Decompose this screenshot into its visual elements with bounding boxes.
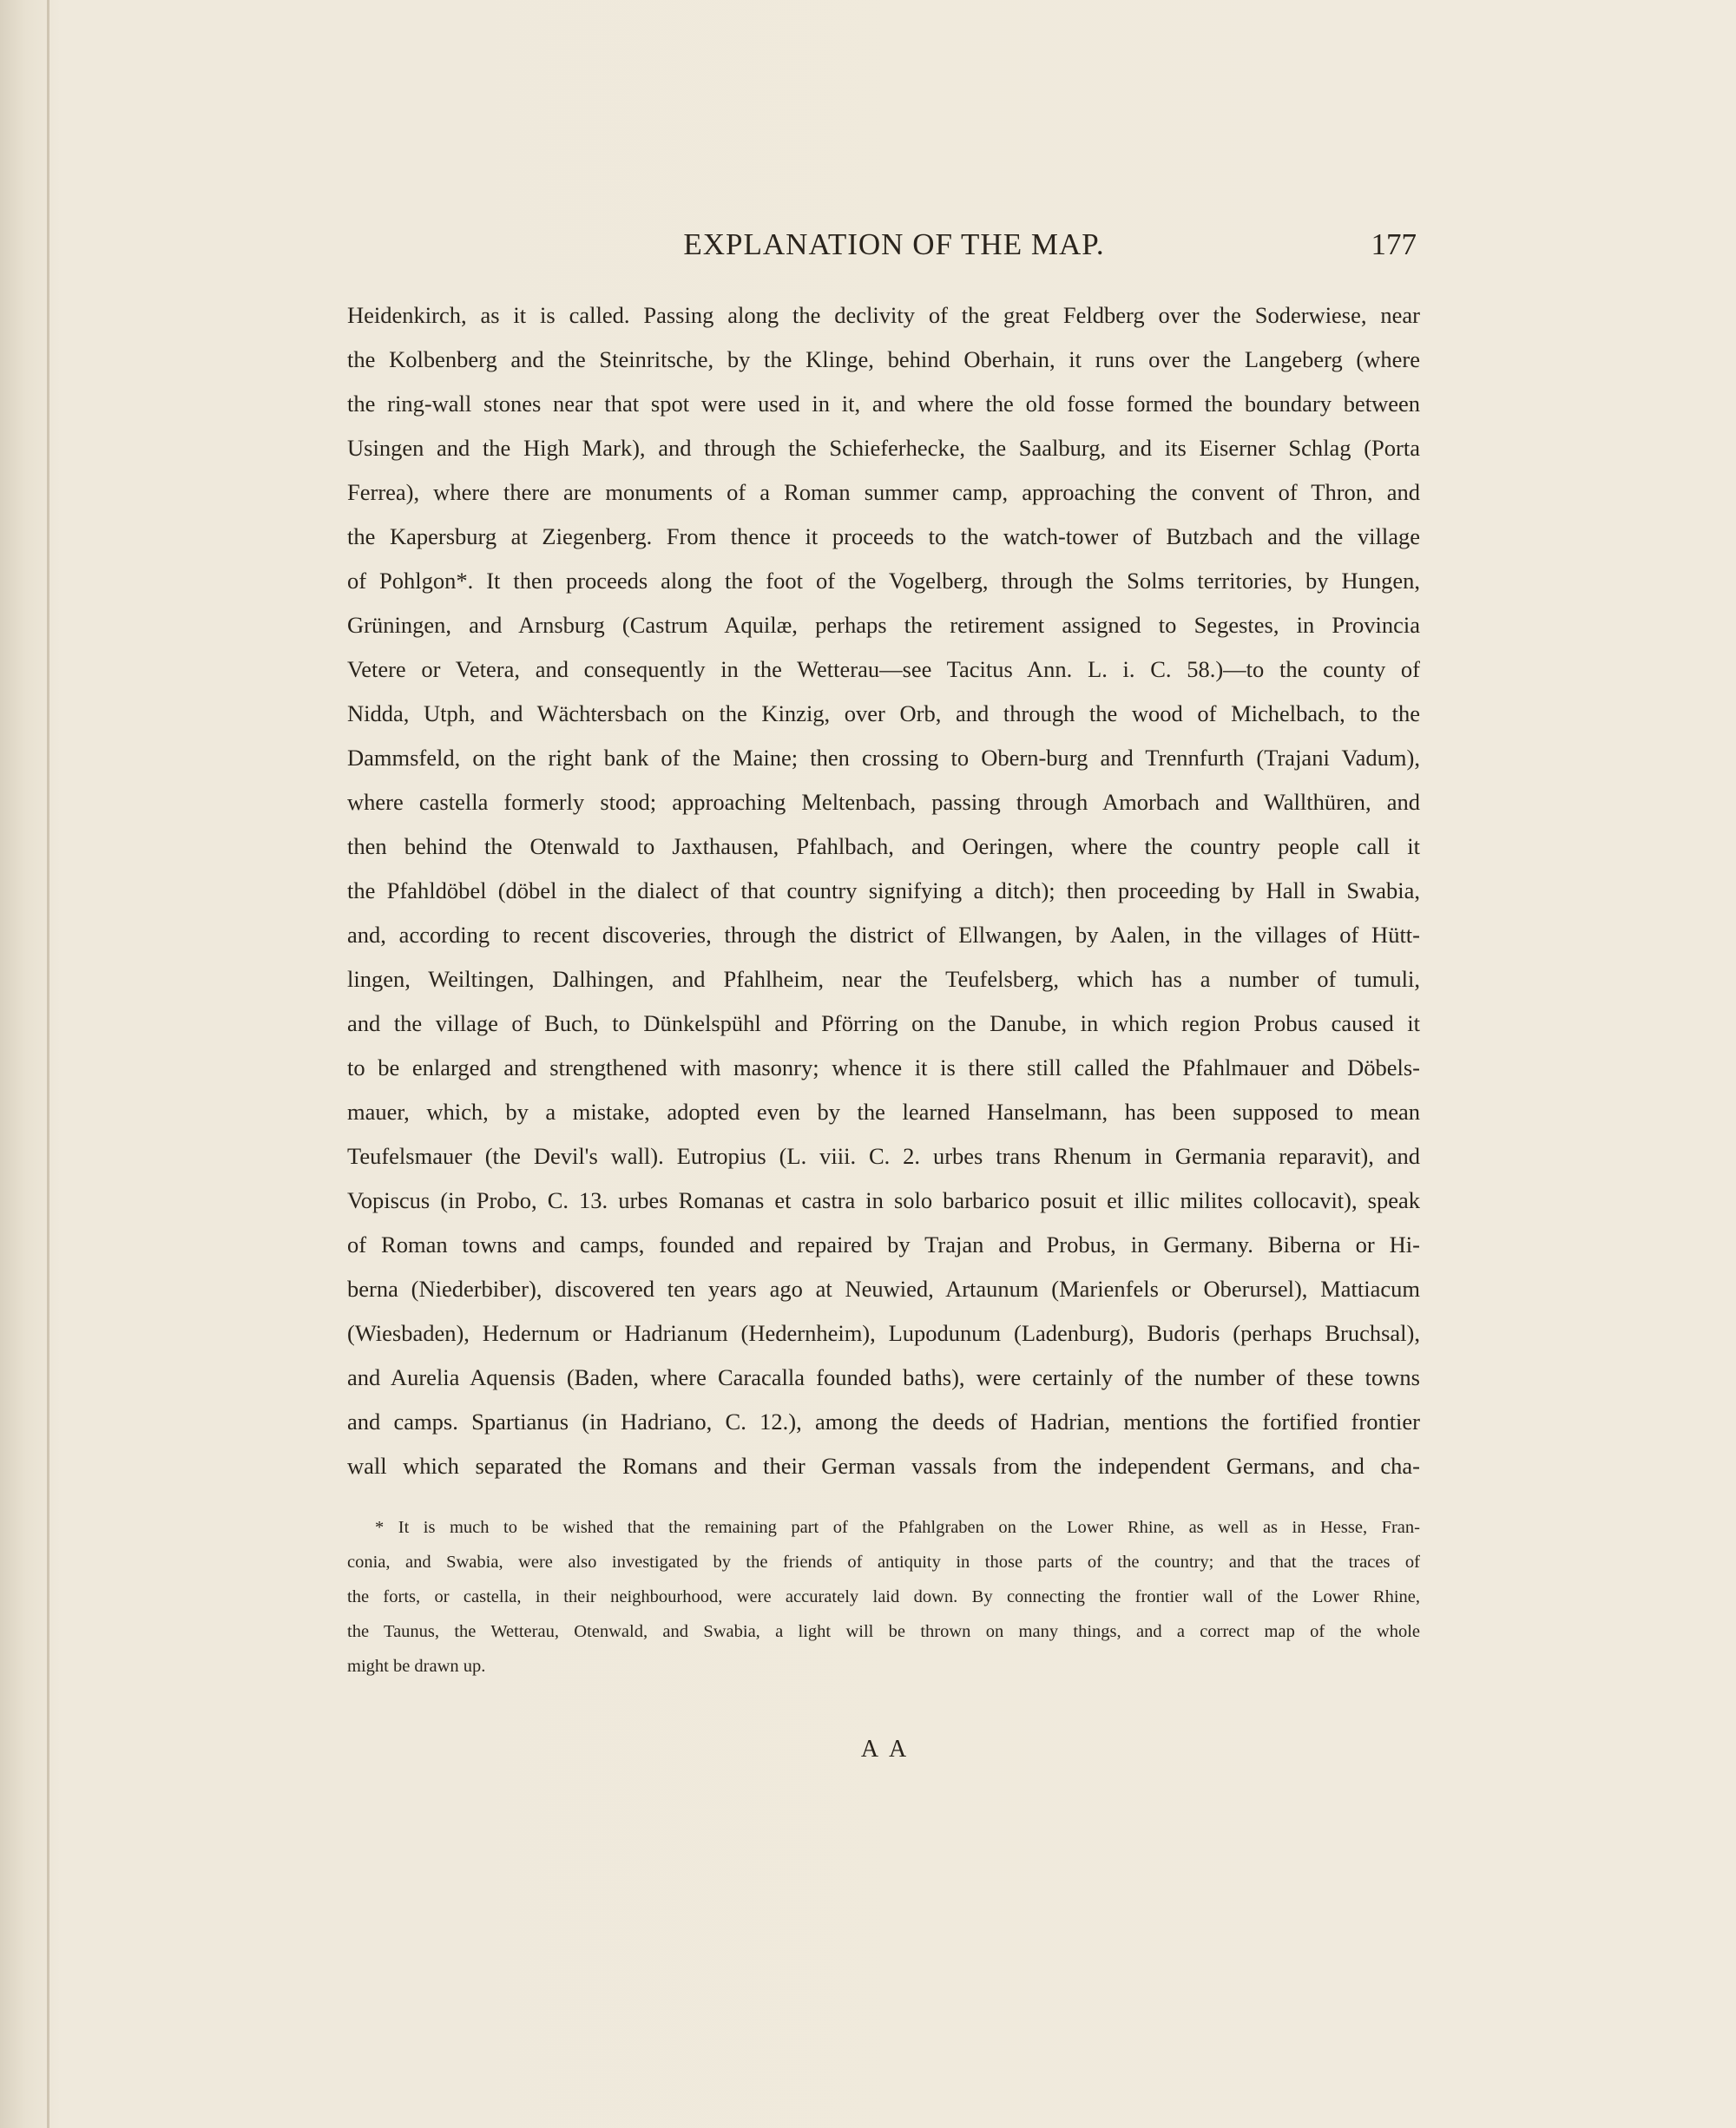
text-line: Nidda, Utph, and Wächtersbach on the Kinzig, over Orb, and through the wood of Michelbach, to the: [347, 700, 1420, 726]
text-line: of Pohlgon*. It then proceeds along the foot of the Vogelberg, through the Solms territories, by Hungen,: [347, 568, 1420, 594]
text-line: the Kapersburg at Ziegenberg. From thence it proceeds to the watch-tower of Butzbach and the village: [347, 523, 1420, 549]
footnote-line: the forts, or castella, in their neighbourhood, were accurately laid down. By connecting the frontier wall of the Lower Rhine,: [347, 1587, 1420, 1606]
text-line: Heidenkirch, as it is called. Passing along the declivity of the great Feldberg over the Soderwiese, near: [347, 302, 1420, 328]
text-line: berna (Niederbiber), discovered ten years ago at Neuwied, Artaunum (Marienfels or Oberursel), Mattiacum: [347, 1276, 1420, 1302]
text-line: where castella formerly stood; approaching Meltenbach, passing through Amorbach and Wallthüren, and: [347, 789, 1420, 815]
text-line: and camps. Spartianus (in Hadriano, C. 12.), among the deeds of Hadrian, mentions the fortified frontier: [347, 1409, 1420, 1435]
text-line: mauer, which, by a mistake, adopted even by the learned Hanselmann, has been supposed to mean: [347, 1099, 1420, 1125]
text-line: the ring-wall stones near that spot were used in it, and where the old fosse formed the boundary between: [347, 391, 1420, 417]
text-line: (Wiesbaden), Hedernum or Hadrianum (Hedernheim), Lupodunum (Ladenburg), Budoris (perhaps Bruchsal),: [347, 1320, 1420, 1346]
text-line: the Pfahldöbel (döbel in the dialect of that country signifying a ditch); then proceeding by Hall in Swabia,: [347, 877, 1420, 903]
binding-gutter: [47, 0, 49, 2128]
text-line: Teufelsmauer (the Devil's wall). Eutropius (L. viii. C. 2. urbes trans Rhenum in Germania reparavit), and: [347, 1143, 1420, 1169]
text-line: to be enlarged and strengthened with masonry; whence it is there still called the Pfahlmauer and Döbels-: [347, 1054, 1420, 1080]
footnote: [347, 1510, 1420, 1684]
text-line: Usingen and the High Mark), and through the Schieferhecke, the Saalburg, and its Eiserner Schlag (Porta: [347, 435, 1420, 461]
footnote-line: * It is much to be wished that the remaining part of the Pfahlgraben on the Lower Rhine, as well as in Hesse, Fran-: [375, 1518, 1420, 1537]
body-text: [347, 293, 1420, 1488]
footnote-line: conia, and Swabia, were also investigated by the friends of antiquity in those parts of the country; and that the traces of: [347, 1553, 1420, 1572]
text-line: then behind the Otenwald to Jaxthausen, Pfahlbach, and Oeringen, where the country people call it: [347, 833, 1420, 859]
text-line: Vopiscus (in Probo, C. 13. urbes Romanas et castra in solo barbarico posuit et illic milites collocavit), speak: [347, 1187, 1420, 1213]
signature-mark: A A: [860, 1736, 911, 1763]
page-number: 177: [1371, 227, 1417, 261]
footnote-line: the Taunus, the Wetterau, Otenwald, and Swabia, a light will be thrown on many things, and a correct map of the whole: [347, 1622, 1420, 1641]
page-header: [347, 227, 1424, 271]
text-line: and, according to recent discoveries, through the district of Ellwangen, by Aalen, in the villages of Hütt-: [347, 922, 1420, 948]
text-line: lingen, Weiltingen, Dalhingen, and Pfahlheim, near the Teufelsberg, which has a number of tumuli,: [347, 966, 1420, 992]
footnote-line: might be drawn up.: [347, 1657, 486, 1676]
text-line: Dammsfeld, on the right bank of the Maine; then crossing to Obern-burg and Trennfurth (Trajani Vadum),: [347, 745, 1420, 771]
running-title: EXPLANATION OF THE MAP.: [683, 227, 1105, 261]
text-line: Ferrea), where there are monuments of a Roman summer camp, approaching the convent of Thron, and: [347, 479, 1420, 505]
text-line: and Aurelia Aquensis (Baden, where Caracalla founded baths), were certainly of the number of these towns: [347, 1364, 1420, 1390]
text-line: and the village of Buch, to Dünkelspühl and Pförring on the Danube, in which region Probus caused it: [347, 1010, 1420, 1036]
text-line: Grüningen, and Arnsburg (Castrum Aquilæ, perhaps the retirement assigned to Segestes, in Provincia: [347, 612, 1420, 638]
text-line: of Roman towns and camps, founded and repaired by Trajan and Probus, in Germany. Biberna or Hi-: [347, 1231, 1420, 1258]
text-line: wall which separated the Romans and their German vassals from the independent Germans, and cha-: [347, 1453, 1420, 1479]
text-line: the Kolbenberg and the Steinritsche, by the Klinge, behind Oberhain, it runs over the Langeberg (where: [347, 346, 1420, 372]
text-line: Vetere or Vetera, and consequently in the Wetterau—see Tacitus Ann. L. i. C. 58.)—to the county of: [347, 656, 1420, 682]
